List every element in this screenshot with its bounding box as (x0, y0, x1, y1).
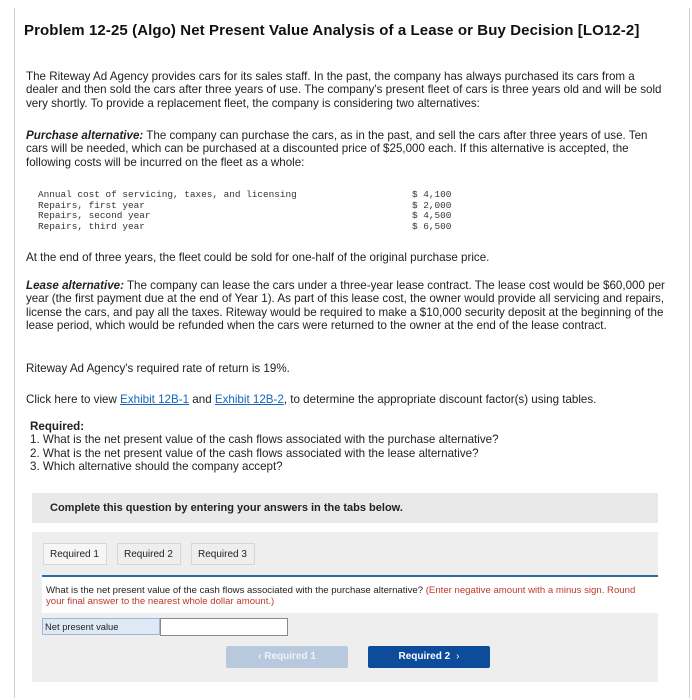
previous-button-label: Required 1 (264, 651, 316, 662)
intro-paragraph: The Riteway Ad Agency provides cars for its sales staff. In the past, the company has always purchased its cars from a dealer and then sold the cars after three years of use. The company's present fleet of cars is three years old and will be sold very shortly. To provide a replacement fleet, the company is considering two alternatives: (26, 70, 662, 110)
tab-required-1[interactable]: Required 1 (43, 543, 107, 565)
end-of-years-text: At the end of three years, the fleet could be sold for one-half of the original purchase price. (26, 251, 490, 264)
required-heading: Required: (30, 420, 85, 433)
required-item: 1. What is the net present value of the cash flows associated with the purchase alternative? (30, 433, 499, 447)
cost-row (38, 222, 458, 233)
cost-amount: $ 6,500 (412, 220, 452, 232)
cost-label: Repairs, third year (38, 220, 145, 232)
lease-label: Lease alternative: (26, 279, 124, 292)
required-item: 2. What is the net present value of the cash flows associated with the lease alternative? (30, 446, 479, 460)
lease-paragraph (26, 279, 666, 332)
previous-button[interactable] (226, 646, 348, 668)
net-present-value-input[interactable] (160, 618, 288, 636)
exhibit-links-line (26, 393, 666, 406)
click-and: and (192, 393, 212, 406)
rate-of-return-text: Riteway Ad Agency's required rate of return is 19%. (26, 362, 290, 375)
cost-label: Repairs, first year (38, 199, 145, 211)
exhibit-12b-1-link[interactable]: Exhibit 12B-1 (120, 393, 190, 406)
chevron-left-icon: ‹ (258, 651, 262, 662)
purchase-paragraph (26, 129, 666, 169)
required-section (30, 420, 499, 473)
question-text: What is the net present value of the cash flows associated with the purchase alternative? (46, 585, 424, 596)
tab-required-3[interactable]: Required 3 (191, 543, 255, 565)
next-button[interactable] (368, 646, 490, 668)
purchase-label: Purchase alternative: (26, 129, 144, 142)
problem-title: Problem 12-25 (Algo) Net Present Value Analysis of a Lease or Buy Decision [LO12-2] (24, 22, 640, 39)
cost-row (38, 190, 458, 201)
chevron-right-icon: › (456, 651, 460, 662)
click-prefix: Click here to view (26, 393, 117, 406)
cost-amount: $ 4,100 (412, 189, 452, 200)
instruction-bar (32, 493, 658, 523)
cost-table (38, 190, 458, 232)
exhibit-12b-2-link[interactable]: Exhibit 12B-2 (214, 393, 284, 406)
question-hint: (Enter negative amount with a minus sign. Round your final answer to the nearest whole dollar amount.) (46, 585, 636, 607)
lease-text: The company can lease the cars under a three-year lease contract. The lease cost would be $60,000 per year (the first payment due at the end of Year 1). As part of this lease cost, the owner would provide all servicing and repairs, license the cars, and pay all the taxes. Riteway would be required to make a $10,000 security deposit at the beginning of the lease period, which would be refunded when the cars were returned to the owner at the end of the lease contract. (26, 279, 665, 332)
click-suffix: , to determine the appropriate discount factor(s) using tables. (283, 393, 597, 406)
cost-label: Annual cost of servicing, taxes, and licensing (38, 189, 297, 200)
purchase-text: The company can purchase the cars, as in the past, and sell the cars after three years of use. Ten cars will be needed, which can be purchased at a discounted price of $25,000 each. If this alternative is accepted, the following costs will be incurred on the fleet as a whole: (26, 129, 648, 169)
cost-amount: $ 2,000 (412, 199, 452, 211)
cost-label: Repairs, second year (38, 210, 151, 222)
question-box (42, 575, 658, 613)
tab-required-2[interactable]: Required 2 (117, 543, 181, 565)
required-item: 3. Which alternative should the company accept? (30, 459, 283, 473)
instruction-text: Complete this question by entering your answers in the tabs below. (50, 502, 403, 514)
answer-row (42, 617, 658, 637)
answer-label: Net present value (42, 618, 160, 635)
next-button-label: Required 2 (398, 651, 451, 662)
cost-amount: $ 4,500 (412, 210, 452, 222)
